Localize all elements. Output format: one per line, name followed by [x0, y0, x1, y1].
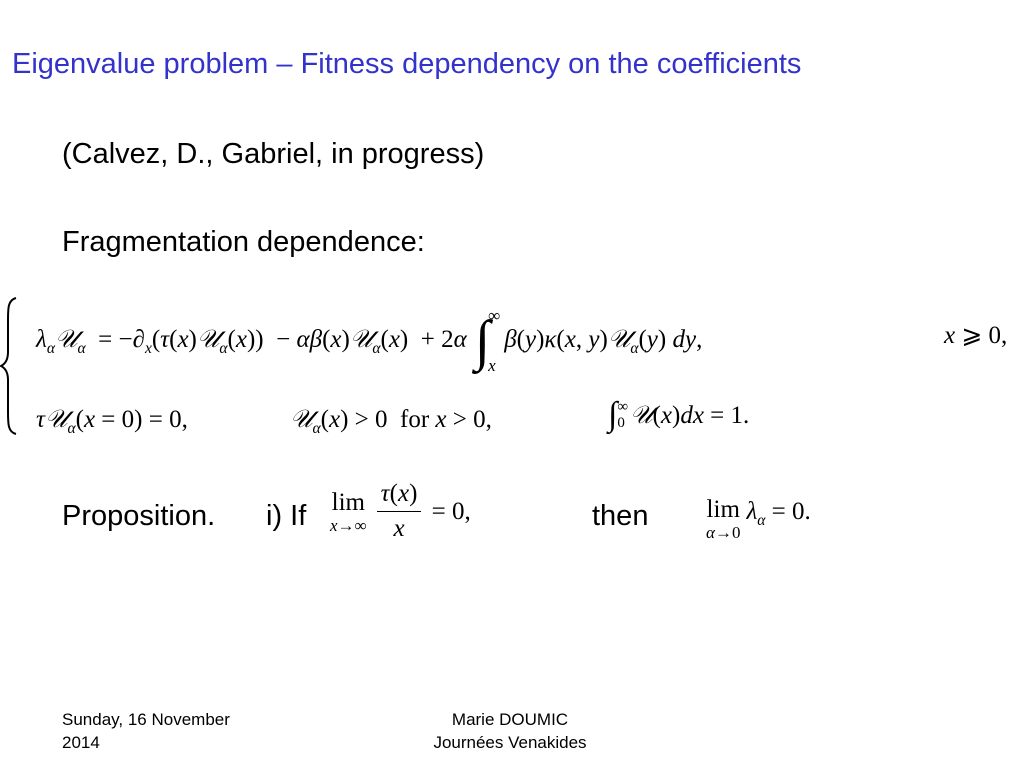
- proposition-label: Proposition.: [62, 500, 216, 532]
- slide-title: Eigenvalue problem – Fitness dependency on the coefficients: [12, 48, 802, 80]
- footer-date-line1: Sunday, 16 November: [62, 710, 230, 729]
- footer-author: Marie DOUMIC: [451, 710, 569, 729]
- footer-date-line2: 2014: [62, 733, 100, 752]
- proposition-conclusion: lim α→0 $\lambda_\alpha = 0$.: [706, 496, 811, 542]
- footer-author-block: [410, 708, 610, 754]
- footer-date: [62, 708, 230, 754]
- proposition-hypothesis: lim x→∞ $\frac{\tau(x)}{x}$ = 0,: [330, 480, 471, 542]
- then-word: then: [592, 500, 649, 532]
- reference-text: (Calvez, D., Gabriel, in progress): [62, 138, 485, 170]
- footer-event: Journées Venakides: [433, 733, 587, 752]
- system-brace: [0, 296, 18, 436]
- equation-positivity: 𝒰$_\alpha$(x) > 0 for x > 0,: [290, 404, 492, 437]
- equation-eigenvalue: $\lambda_\alpha 𝒰_\alpha$ = $-\partial_x(\tau(x)𝒰_\alpha(x))$ − αβ(x)𝒰$_\alpha$(x) + 2α ∫ ∞ x β(y)κ(x, y)𝒰$_\alpha$(y) dy,: [36, 306, 703, 375]
- equation-boundary: τ𝒰$_\alpha$(x = 0) = 0,: [36, 404, 188, 437]
- equation-normalization: ∫ ∞ 0 𝒰(x)dx = 1.: [608, 396, 750, 433]
- equation-domain: x ⩾ 0,: [944, 322, 1008, 349]
- fragmentation-heading: Fragmentation dependence:: [62, 226, 425, 258]
- proposition-item: i) If: [266, 500, 307, 532]
